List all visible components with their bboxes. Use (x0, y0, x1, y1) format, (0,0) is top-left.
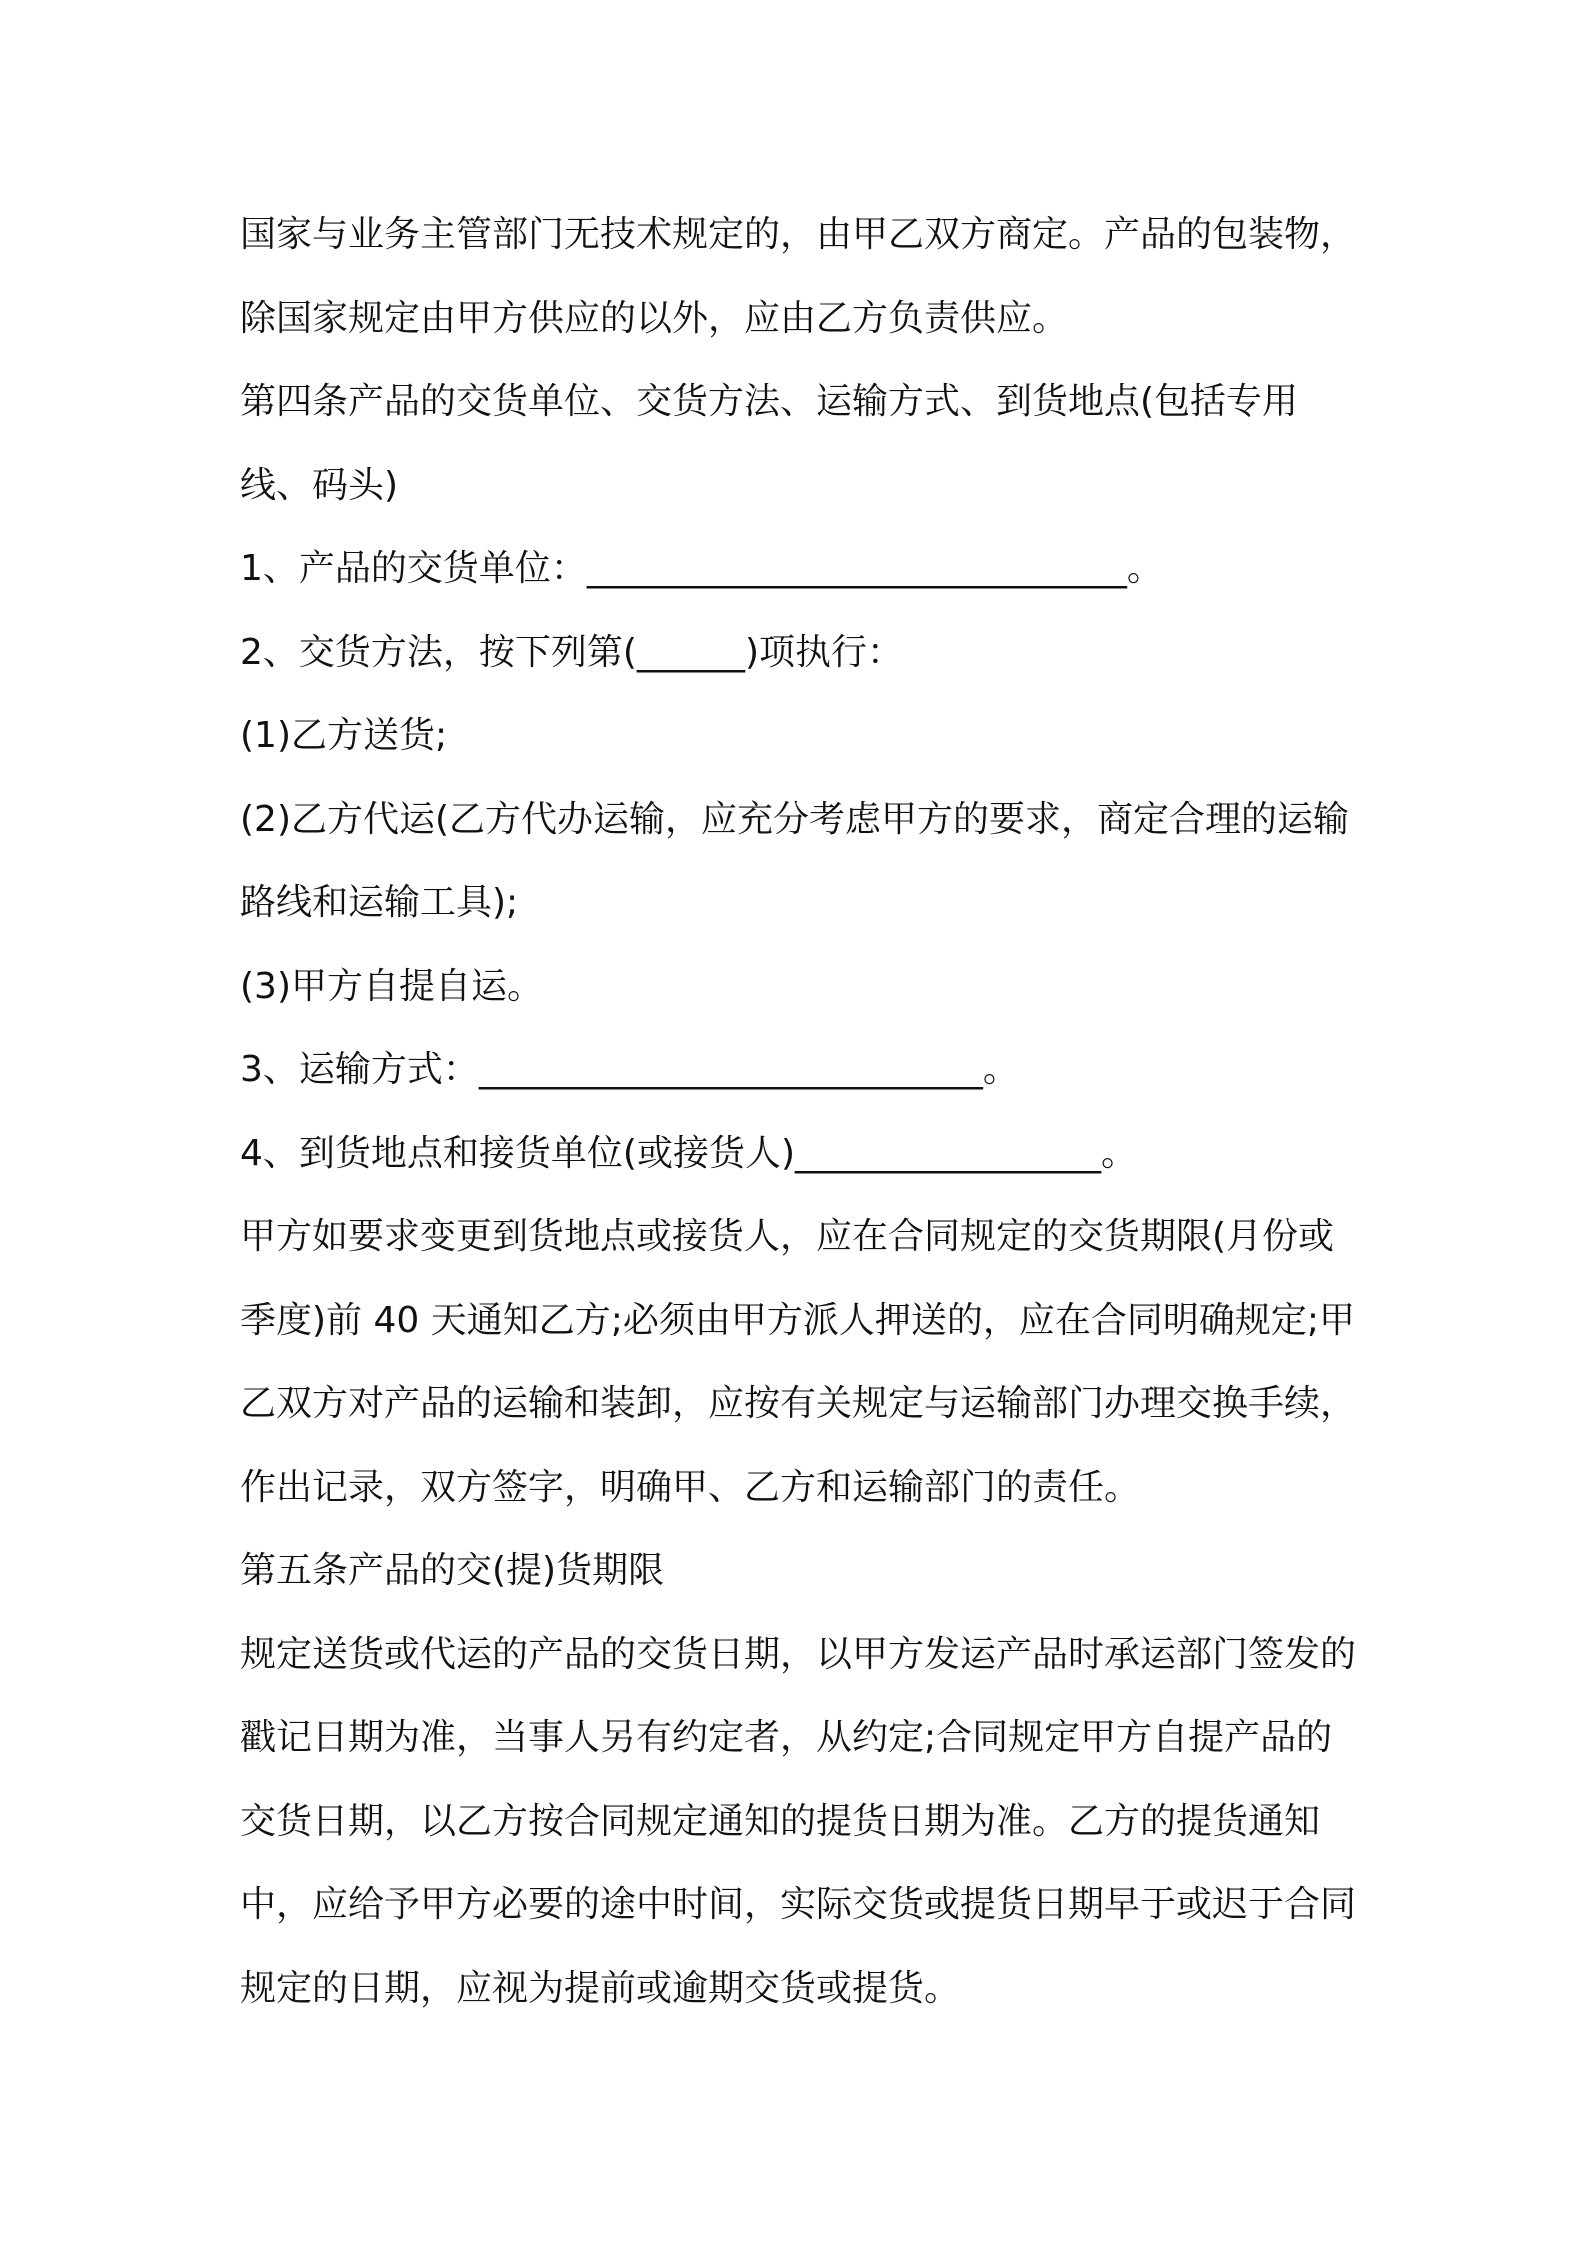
paragraph-change-delivery: 甲方如要求变更到货地点或接货人，应在合同规定的交货期限(月份或季度)前 40 天通知乙方;必须由甲方派人押送的，应在合同明确规定;甲乙双方对产品的运输和装卸，应按有关规定与运输部门办理交换手续，作出记录，双方签字，明确甲、乙方和运输部门的责任。 (240, 1216, 1357, 1508)
document-body (240, 193, 1360, 2030)
option-seller-shipping: (2)乙方代运(乙方代办运输，应充分考虑甲方的要求，商定合理的运输路线和运输工具); (240, 798, 1350, 923)
item-delivery-method: 2、交货方法，按下列第(______)项执行： (240, 631, 903, 673)
option-buyer-pickup: (3)甲方自提自运。 (240, 965, 543, 1007)
item-delivery-unit: 1、产品的交货单位：______________________________。 (240, 548, 1163, 589)
paragraph-delivery-date: 规定送货或代运的产品的交货日期，以甲方发运产品时承运部门签发的戳记日期为准，当事人另有约定者，从约定;合同规定甲方自提产品的交货日期，以乙方按合同规定通知的提货日期为准。乙方的提货通知中，应给予甲方必要的途中时间，实际交货或提货日期早于或迟于合同规定的日期，应视为提前或逾期交货或提货。 (240, 1633, 1357, 2009)
item-arrival-location: 4、到货地点和接货单位(或接货人)_________________。 (240, 1132, 1137, 1174)
paragraph-packaging: 国家与业务主管部门无技术规定的，由甲乙双方商定。产品的包装物，除国家规定由甲方供应的以外，应由乙方负责供应。 (240, 214, 1357, 339)
heading-article-five: 第五条产品的交(提)货期限 (240, 1550, 665, 1591)
item-transport-method: 3、运输方式：____________________________。 (240, 1049, 1019, 1090)
heading-article-four: 第四条产品的交货单位、交货方法、运输方式、到货地点(包括专用线、码头) (240, 381, 1299, 506)
option-seller-delivery: (1)乙方送货; (240, 715, 448, 756)
